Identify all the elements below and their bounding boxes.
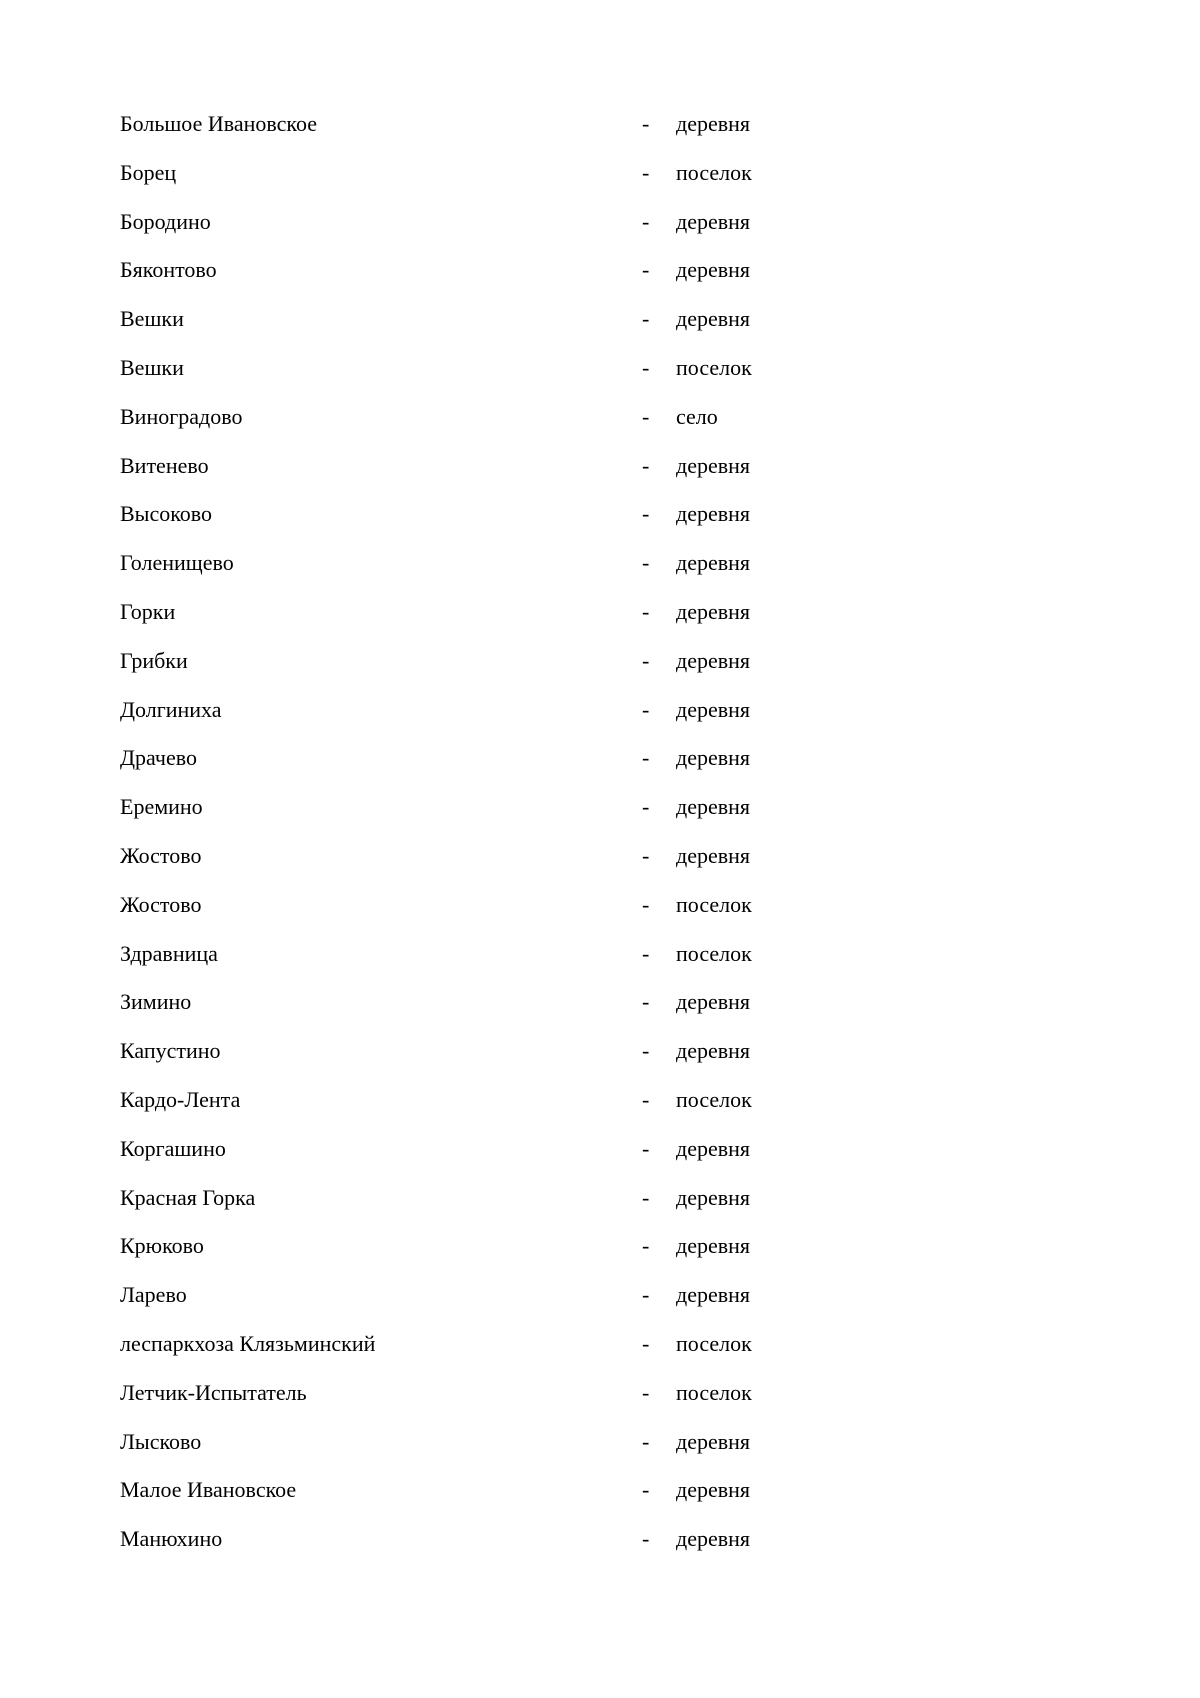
settlement-name: Ларево (120, 1282, 187, 1308)
settlement-type: поселок (676, 1086, 752, 1112)
settlement-type: поселок (676, 159, 752, 185)
list-item (120, 450, 1020, 499)
list-item (120, 1377, 1020, 1426)
settlement-type: деревня (676, 1135, 751, 1161)
list-item (120, 498, 1020, 547)
settlement-type: деревня (676, 452, 751, 478)
settlement-name: Коргашино (120, 1135, 226, 1161)
settlement-type: деревня (676, 989, 751, 1015)
settlement-type: деревня (676, 1428, 751, 1454)
list-item (120, 742, 1020, 791)
settlement-type: деревня (676, 794, 751, 820)
settlement-type: деревня (676, 598, 751, 624)
settlement-type: поселок (676, 354, 752, 380)
dash-separator: - (642, 940, 650, 966)
settlement-name: Малое Ивановское (120, 1477, 297, 1503)
list-item (120, 1182, 1020, 1231)
dash-separator: - (642, 550, 650, 576)
dash-separator: - (642, 1526, 650, 1552)
list-item (120, 303, 1020, 352)
dash-separator: - (642, 891, 650, 917)
settlement-type: деревня (676, 1038, 751, 1064)
list-item (120, 889, 1020, 938)
settlement-type: деревня (676, 501, 751, 527)
settlement-type: деревня (676, 550, 751, 576)
dash-separator: - (642, 257, 650, 283)
settlement-name: Высоково (120, 501, 213, 527)
settlement-name: Крюково (120, 1233, 204, 1259)
list-item (120, 547, 1020, 596)
settlement-name: Капустино (120, 1038, 221, 1064)
dash-separator: - (642, 1135, 650, 1161)
settlement-type: деревня (676, 1282, 751, 1308)
list-item (120, 1474, 1020, 1523)
list-item (120, 401, 1020, 450)
settlement-name: Горки (120, 598, 176, 624)
dash-separator: - (642, 208, 650, 234)
settlement-name: Здравница (120, 940, 218, 966)
settlement-name: Жостово (120, 842, 202, 868)
settlement-name: Еремино (120, 794, 203, 820)
dash-separator: - (642, 989, 650, 1015)
dash-separator: - (642, 1184, 650, 1210)
settlement-name: Витенево (120, 452, 209, 478)
list-item (120, 840, 1020, 889)
dash-separator: - (642, 842, 650, 868)
settlement-type: деревня (676, 842, 751, 868)
settlement-type: село (676, 403, 718, 429)
dash-separator: - (642, 403, 650, 429)
dash-separator: - (642, 1477, 650, 1503)
settlement-type: деревня (676, 1184, 751, 1210)
dash-separator: - (642, 452, 650, 478)
settlement-type: деревня (676, 257, 751, 283)
dash-separator: - (642, 696, 650, 722)
settlement-type: поселок (676, 1330, 752, 1356)
settlement-type: деревня (676, 1526, 751, 1552)
settlement-type: деревня (676, 647, 751, 673)
dash-separator: - (642, 598, 650, 624)
settlement-type: деревня (676, 208, 751, 234)
dash-separator: - (642, 1330, 650, 1356)
list-item (120, 694, 1020, 743)
dash-separator: - (642, 1282, 650, 1308)
list-item (120, 1523, 1020, 1572)
settlement-name: Грибки (120, 647, 188, 673)
list-item (120, 596, 1020, 645)
list-item (120, 1084, 1020, 1133)
list-item (120, 1035, 1020, 1084)
dash-separator: - (642, 1379, 650, 1405)
list-item (120, 352, 1020, 401)
settlement-type: деревня (676, 306, 751, 332)
settlement-type: деревня (676, 745, 751, 771)
list-item (120, 254, 1020, 303)
list-item (120, 1279, 1020, 1328)
list-item (120, 986, 1020, 1035)
dash-separator: - (642, 1038, 650, 1064)
settlement-name: Бяконтово (120, 257, 217, 283)
settlement-name: Драчево (120, 745, 197, 771)
settlement-name: Вешки (120, 306, 184, 332)
settlement-name: Большое Ивановское (120, 111, 317, 136)
settlement-name: Летчик-Испытатель (120, 1379, 307, 1405)
list-item (120, 206, 1020, 255)
settlement-name: Бородино (120, 208, 211, 234)
settlement-name: Борец (120, 159, 177, 185)
settlement-name: Долгиниха (120, 696, 222, 722)
list-item (120, 108, 1020, 157)
dash-separator: - (642, 647, 650, 673)
dash-separator: - (642, 794, 650, 820)
list-item (120, 938, 1020, 987)
dash-separator: - (642, 354, 650, 380)
settlement-list (120, 108, 1020, 1572)
list-item (120, 645, 1020, 694)
settlement-name: Манюхино (120, 1526, 223, 1552)
dash-separator: - (642, 159, 650, 185)
settlement-name: Кардо-Лента (120, 1086, 241, 1112)
settlement-type: поселок (676, 940, 752, 966)
settlement-type: поселок (676, 1379, 752, 1405)
list-item (120, 1328, 1020, 1377)
settlement-name: Зимино (120, 989, 192, 1015)
dash-separator: - (642, 745, 650, 771)
settlement-type: деревня (676, 111, 751, 136)
settlement-type: поселок (676, 891, 752, 917)
settlement-name: Вешки (120, 354, 184, 380)
settlement-name: Лысково (120, 1428, 202, 1454)
dash-separator: - (642, 306, 650, 332)
settlement-name: Виноградово (120, 403, 243, 429)
settlement-name: Жостово (120, 891, 202, 917)
dash-separator: - (642, 501, 650, 527)
settlement-type: деревня (676, 696, 751, 722)
settlement-name: Красная Горка (120, 1184, 256, 1210)
dash-separator: - (642, 1233, 650, 1259)
dash-separator: - (642, 111, 650, 136)
list-item (120, 157, 1020, 206)
list-item (120, 1230, 1020, 1279)
list-item (120, 1426, 1020, 1475)
settlement-type: деревня (676, 1477, 751, 1503)
list-item (120, 1133, 1020, 1182)
settlement-type: деревня (676, 1233, 751, 1259)
dash-separator: - (642, 1428, 650, 1454)
list-item (120, 791, 1020, 840)
dash-separator: - (642, 1086, 650, 1112)
settlement-name: леспаркхоза Клязьминский (120, 1330, 376, 1356)
settlement-name: Голенищево (120, 550, 234, 576)
